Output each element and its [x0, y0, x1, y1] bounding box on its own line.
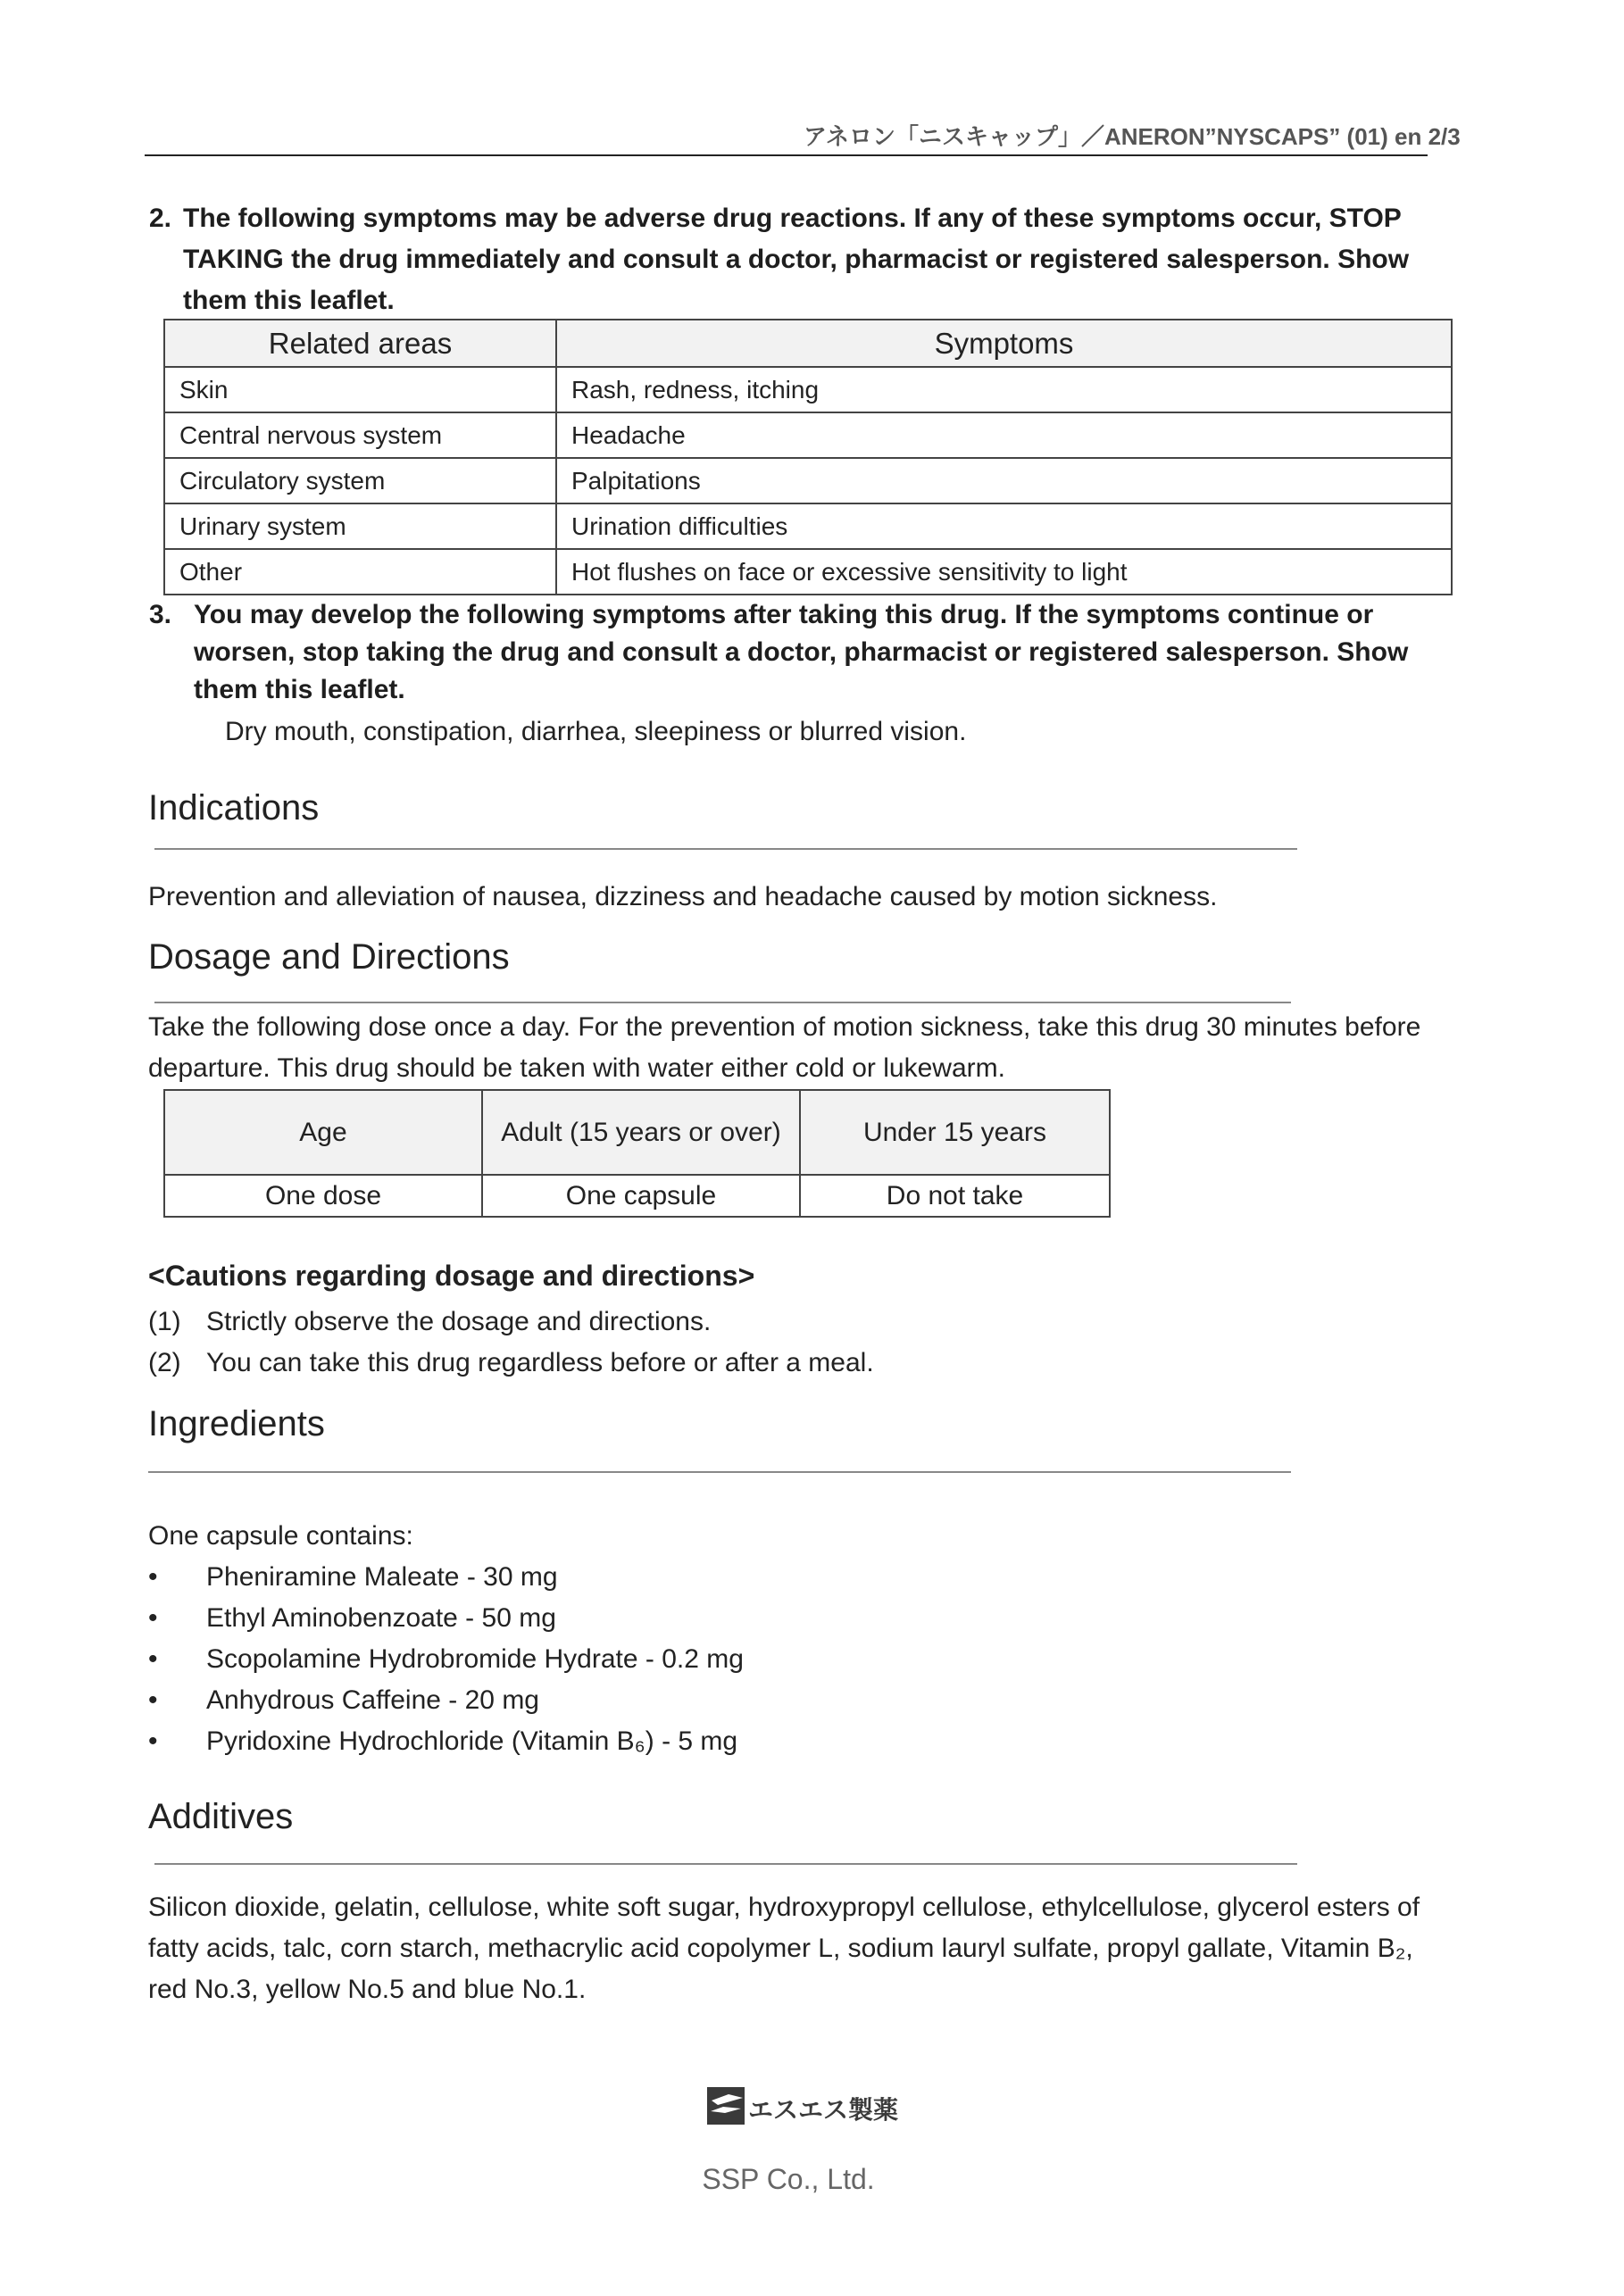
- additives-text: Silicon dioxide, gelatin, cellulose, white soft sugar, hydroxypropyl cellulose, ethylcellulose, glycerol esters of fatty acids, talc, corn starch, methacrylic acid copolymer L, sodium lauryl sulfate, propyl gallate, Vitamin B₂, red No.3, yellow No.5 and blue No.1.: [148, 1893, 1420, 2004]
- list-item: [148, 1721, 1309, 1762]
- symptom-cell: Hot flushes on face or excessive sensitivity to light: [556, 549, 1452, 595]
- table-row: [164, 458, 1452, 503]
- caution-number: (1): [148, 1307, 181, 1336]
- column-header-symptoms: Symptoms: [556, 320, 1452, 367]
- ingredient-text: Pyridoxine Hydrochloride (Vitamin B₆) - 5 mg: [206, 1726, 738, 1756]
- dose-label-cell: One dose: [164, 1175, 482, 1217]
- adverse-reactions-warning: [149, 198, 1417, 321]
- warning-text: You may develop the following symptoms after taking this drug. If the symptoms continue or worsen, stop taking the drug and consult a doctor, pharmacist or registered salesperson. Show them this leaflet.: [194, 600, 1409, 704]
- column-header-adult: Adult (15 years or over): [482, 1090, 800, 1175]
- caution-text: Strictly observe the dosage and directions.: [206, 1307, 712, 1336]
- ingredient-text: Scopolamine Hydrobromide Hydrate - 0.2 mg: [206, 1644, 744, 1674]
- document-header: アネロン「ニスキャップ」／ANERON”NYSCAPS” (01) en 2/3: [804, 123, 1461, 150]
- dosage-table: [163, 1089, 1111, 1218]
- table-row: [164, 412, 1452, 458]
- ingredient-text: Anhydrous Caffeine - 20 mg: [206, 1685, 539, 1715]
- bullet-icon: •: [148, 1562, 158, 1592]
- symptom-cell: Rash, redness, itching: [556, 367, 1452, 412]
- company-name: SSP Co., Ltd.: [702, 2163, 875, 2195]
- list-item: [148, 1302, 1309, 1343]
- ssp-logo-icon: [707, 2087, 748, 2126]
- symptom-cell: Palpitations: [556, 458, 1452, 503]
- warning-text: The following symptoms may be adverse drug reactions. If any of these symptoms occur, STOP TAKING the drug immediately and consult a doctor, pharmacist or registered salesperson. Show them this leaflet.: [183, 204, 1410, 315]
- symptom-cell: Headache: [556, 412, 1452, 458]
- related-area-cell: Skin: [164, 367, 556, 412]
- section-rule: [154, 1863, 1297, 1865]
- section-rule: [148, 1471, 1291, 1473]
- section-title-ingredients: Ingredients: [148, 1404, 325, 1443]
- list-item: [148, 1639, 1309, 1680]
- section-rule: [154, 1002, 1291, 1003]
- related-area-cell: Central nervous system: [164, 412, 556, 458]
- list-item: [148, 1343, 1309, 1384]
- symptom-cell: Urination difficulties: [556, 503, 1452, 549]
- bullet-icon: •: [148, 1726, 158, 1756]
- list-item: [148, 1598, 1309, 1639]
- dosage-table-header: [164, 1090, 1110, 1175]
- section-title-dosage: Dosage and Directions: [148, 937, 510, 977]
- ingredient-text: Pheniramine Maleate - 30 mg: [206, 1562, 558, 1592]
- table-row: [164, 549, 1452, 595]
- adverse-reactions-table: [163, 319, 1453, 595]
- caution-number: (2): [148, 1348, 181, 1377]
- item-number: 3.: [149, 600, 172, 629]
- company-logo: [707, 2087, 899, 2126]
- ingredients-intro: One capsule contains:: [148, 1521, 413, 1551]
- adult-dose-cell: One capsule: [482, 1175, 800, 1217]
- indications-text: Prevention and alleviation of nausea, dizziness and headache caused by motion sickness.: [148, 882, 1218, 911]
- related-area-cell: Circulatory system: [164, 458, 556, 503]
- cautions-heading: <Cautions regarding dosage and directions>: [148, 1260, 755, 1292]
- logo-wordmark: エスエス製薬: [748, 2095, 899, 2125]
- item-number: 2.: [149, 204, 172, 233]
- section-rule: [154, 848, 1297, 850]
- list-item: [148, 1680, 1309, 1721]
- mild-symptoms-warning: [149, 596, 1417, 709]
- table-row: [164, 1175, 1110, 1217]
- related-area-cell: Other: [164, 549, 556, 595]
- bullet-icon: •: [148, 1644, 158, 1674]
- mild-symptoms-list: Dry mouth, constipation, diarrhea, sleepiness or blurred vision.: [225, 717, 967, 746]
- list-item: [148, 1557, 1309, 1598]
- header-rule: [145, 154, 1428, 156]
- bullet-icon: •: [148, 1685, 158, 1715]
- column-header-age: Age: [164, 1090, 482, 1175]
- dosage-text: Take the following dose once a day. For the prevention of motion sickness, take this drug 30 minutes before departure. This drug should be taken with water either cold or lukewarm.: [148, 1012, 1421, 1083]
- section-title-indications: Indications: [148, 788, 320, 828]
- ingredient-text: Ethyl Aminobenzoate - 50 mg: [206, 1603, 556, 1633]
- section-title-additives: Additives: [148, 1797, 294, 1836]
- table-row: [164, 503, 1452, 549]
- under-15-dose-cell: Do not take: [800, 1175, 1110, 1217]
- caution-text: You can take this drug regardless before or after a meal.: [206, 1348, 874, 1377]
- column-header-under-15: Under 15 years: [800, 1090, 1110, 1175]
- table-row: [164, 367, 1452, 412]
- column-header-related-areas: Related areas: [164, 320, 556, 367]
- related-area-cell: Urinary system: [164, 503, 556, 549]
- bullet-icon: •: [148, 1603, 158, 1633]
